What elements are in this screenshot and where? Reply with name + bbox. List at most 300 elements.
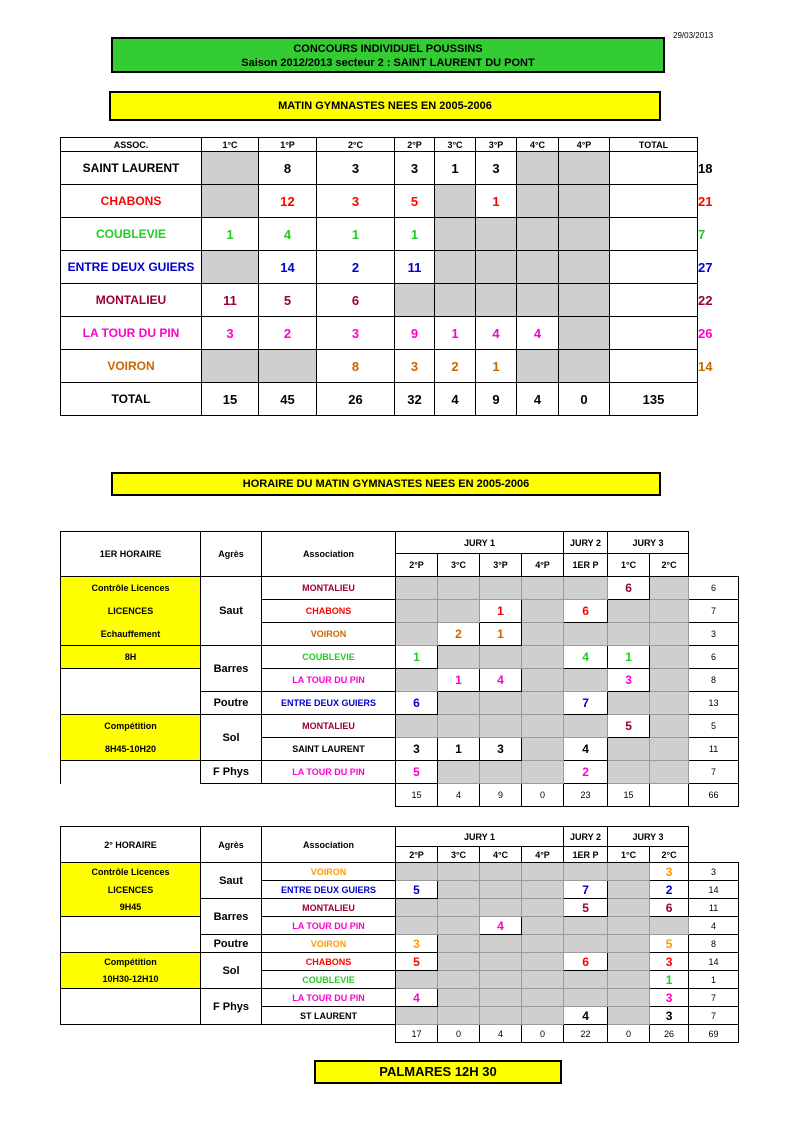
schedule1-row: [61, 600, 739, 623]
column-total-cell: 0: [438, 1025, 480, 1043]
summary-value-cell: [517, 251, 559, 284]
association-cell: SAINT LAURENT: [262, 738, 396, 761]
column-total-cell: 15: [608, 784, 650, 807]
summary-column-total: 45: [259, 383, 317, 416]
jury-value-cell: 4: [564, 646, 608, 669]
summary-value-cell: 1: [395, 218, 435, 251]
summary-value-cell: [610, 218, 698, 251]
association-cell: MONTALIEU: [262, 899, 396, 917]
jury-value-cell: [564, 715, 608, 738]
jury-value-cell: [522, 863, 564, 881]
summary-value-cell: [476, 284, 517, 317]
summary-value-cell: 11: [395, 251, 435, 284]
association-cell: CHABONS: [262, 600, 396, 623]
jury-value-cell: 5: [608, 715, 650, 738]
schedule-title: 1ER HORAIRE: [61, 532, 201, 577]
jury-value-cell: [522, 1007, 564, 1025]
jury-value-cell: [480, 692, 522, 715]
jury-value-cell: [650, 623, 689, 646]
schedule-left-label: LICENCES: [61, 881, 201, 899]
summary-header-cell: 4°C: [517, 138, 559, 152]
jury-value-cell: [522, 646, 564, 669]
jury-2-header: JURY 2: [564, 827, 608, 847]
summary-value-cell: [435, 251, 476, 284]
jury-value-cell: 1: [438, 738, 480, 761]
association-cell: MONTALIEU: [262, 577, 396, 600]
jury-value-cell: [396, 917, 438, 935]
jury-value-cell: [522, 899, 564, 917]
blank-cell: [61, 784, 396, 807]
summary-value-cell: [517, 218, 559, 251]
jury-value-cell: [480, 863, 522, 881]
schedule2-row: [61, 899, 739, 917]
jury-value-cell: [608, 881, 650, 899]
column-total-cell: 0: [608, 1025, 650, 1043]
jury-value-cell: [522, 669, 564, 692]
agres-cell: Sol: [201, 953, 262, 989]
summary-value-cell: [559, 350, 610, 383]
jury-value-cell: [438, 715, 480, 738]
schedule2-row: [61, 917, 739, 935]
jury-value-cell: [480, 899, 522, 917]
jury-value-cell: [522, 971, 564, 989]
jury-value-cell: [522, 577, 564, 600]
row-total-cell: 14: [689, 953, 739, 971]
agres-cell: Saut: [201, 863, 262, 899]
association-cell: COUBLEVIE: [262, 971, 396, 989]
schedule-2-table: [60, 826, 739, 1043]
jury-value-cell: [564, 935, 608, 953]
summary-row: VOIRON 8 3 2 1 14: [61, 350, 698, 383]
jury-value-cell: 2: [650, 881, 689, 899]
summary-value-cell: [559, 218, 610, 251]
jury-value-cell: 3: [480, 738, 522, 761]
schedule-left-label: Compétition: [61, 715, 201, 738]
jury-value-cell: [522, 738, 564, 761]
jury-value-cell: 1: [650, 971, 689, 989]
column-total-cell: 15: [396, 784, 438, 807]
agres-header: Agrès: [201, 532, 262, 577]
summary-value-cell: 6: [317, 284, 395, 317]
jury-value-cell: [438, 935, 480, 953]
schedule2-row: [61, 971, 739, 989]
summary-value-cell: 9: [395, 317, 435, 350]
jury-value-cell: [608, 692, 650, 715]
jury-value-cell: [438, 899, 480, 917]
association-cell: CHABONS: [262, 953, 396, 971]
summary-header-cell: ASSOC.: [61, 138, 202, 152]
summary-value-cell: [610, 185, 698, 218]
palmares-banner: PALMARES 12H 30: [314, 1060, 562, 1084]
summary-value-cell: [202, 185, 259, 218]
summary-assoc-name: CHABONS: [61, 185, 202, 218]
jury-value-cell: [522, 623, 564, 646]
summary-value-cell: [610, 317, 698, 350]
row-total-cell: 7: [689, 600, 739, 623]
jury-value-cell: [396, 600, 438, 623]
jury-value-cell: [564, 669, 608, 692]
column-total-cell: 22: [564, 1025, 608, 1043]
summary-header-cell: 1°P: [259, 138, 317, 152]
summary-column-total: 32: [395, 383, 435, 416]
row-total-cell: 8: [689, 669, 739, 692]
jury-value-cell: [480, 646, 522, 669]
summary-value-cell: 3: [476, 152, 517, 185]
blank-cell: [689, 532, 739, 554]
jury-value-cell: [438, 989, 480, 1007]
column-total-cell: 9: [480, 784, 522, 807]
row-total-cell: 4: [689, 917, 739, 935]
agres-cell: Sol: [201, 715, 262, 761]
row-total-cell: 5: [689, 715, 739, 738]
jury-value-cell: [438, 863, 480, 881]
schedule1-row: [61, 646, 739, 669]
summary-header-cell: 3°C: [435, 138, 476, 152]
jury-value-cell: [522, 600, 564, 623]
jury-value-cell: 6: [564, 600, 608, 623]
summary-value-cell: 1: [435, 152, 476, 185]
summary-value-cell: [517, 284, 559, 317]
jury-subheader: 2°P: [396, 847, 438, 863]
schedule-left-label: LICENCES: [61, 600, 201, 623]
jury-value-cell: [650, 715, 689, 738]
jury-value-cell: 7: [564, 881, 608, 899]
summary-value-cell: 3: [317, 317, 395, 350]
summary-value-cell: [435, 284, 476, 317]
association-cell: LA TOUR DU PIN: [262, 761, 396, 784]
summary-header-cell: 1°C: [202, 138, 259, 152]
jury-subheader: 1ER P: [564, 554, 608, 577]
jury-value-cell: 4: [480, 917, 522, 935]
jury-value-cell: [480, 761, 522, 784]
jury-value-cell: [480, 881, 522, 899]
subtitle-banner: MATIN GYMNASTES NEES EN 2005-2006: [109, 91, 661, 121]
summary-header-cell: 4°P: [559, 138, 610, 152]
jury-value-cell: [608, 971, 650, 989]
summary-assoc-name: MONTALIEU: [61, 284, 202, 317]
summary-value-cell: [435, 218, 476, 251]
schedule-1-table: [60, 531, 739, 807]
summary-value-cell: [559, 317, 610, 350]
summary-value-cell: 2: [317, 251, 395, 284]
summary-value-cell: [517, 185, 559, 218]
horaire-banner: HORAIRE DU MATIN GYMNASTES NEES EN 2005-2006: [111, 472, 661, 496]
jury-value-cell: [438, 692, 480, 715]
jury-value-cell: [438, 1007, 480, 1025]
blank-cell: [61, 761, 201, 784]
column-total-cell: 0: [522, 1025, 564, 1043]
agres-cell: Barres: [201, 646, 262, 692]
jury-value-cell: [396, 577, 438, 600]
agres-cell: Saut: [201, 577, 262, 646]
schedule2-row: [61, 863, 739, 881]
column-total-cell: 4: [438, 784, 480, 807]
summary-value-cell: 2: [435, 350, 476, 383]
blank-cell: [689, 847, 739, 863]
row-total-cell: 3: [689, 863, 739, 881]
summary-value-cell: 3: [317, 152, 395, 185]
summary-value-cell: [395, 284, 435, 317]
schedule-left-label: 8H: [61, 646, 201, 669]
summary-value-cell: 11: [202, 284, 259, 317]
grand-total-cell: 66: [689, 784, 739, 807]
summary-value-cell: 1: [476, 185, 517, 218]
jury-value-cell: 5: [396, 761, 438, 784]
schedule1-header-row-1: [61, 532, 739, 554]
summary-value-cell: [610, 251, 698, 284]
summary-value-cell: 4: [476, 317, 517, 350]
jury-subheader: 3°C: [438, 554, 480, 577]
jury-value-cell: 6: [650, 899, 689, 917]
summary-value-cell: 14: [259, 251, 317, 284]
summary-value-cell: [202, 152, 259, 185]
summary-value-cell: [517, 152, 559, 185]
jury-value-cell: 3: [650, 863, 689, 881]
jury-value-cell: 5: [650, 935, 689, 953]
jury-value-cell: [564, 577, 608, 600]
jury-value-cell: [438, 917, 480, 935]
association-cell: LA TOUR DU PIN: [262, 989, 396, 1007]
jury-value-cell: 3: [396, 935, 438, 953]
summary-value-cell: 4: [259, 218, 317, 251]
jury-3-header: JURY 3: [608, 827, 689, 847]
row-total-cell: 7: [689, 761, 739, 784]
jury-value-cell: 6: [608, 577, 650, 600]
jury-value-cell: [650, 761, 689, 784]
summary-value-cell: 1: [476, 350, 517, 383]
jury-value-cell: [438, 646, 480, 669]
jury-value-cell: 6: [396, 692, 438, 715]
summary-header-row: [61, 138, 698, 152]
association-cell: ENTRE DEUX GUIERS: [262, 881, 396, 899]
jury-value-cell: [650, 738, 689, 761]
jury-subheader: 2°C: [650, 554, 689, 577]
agres-cell: Poutre: [201, 692, 262, 715]
summary-column-total: 0: [559, 383, 610, 416]
schedule2-row: [61, 881, 739, 899]
row-total-cell: 1: [689, 971, 739, 989]
jury-value-cell: [396, 863, 438, 881]
agres-cell: F Phys: [201, 761, 262, 784]
summary-assoc-name: LA TOUR DU PIN: [61, 317, 202, 350]
summary-value-cell: 3: [317, 185, 395, 218]
jury-subheader: 4°P: [522, 554, 564, 577]
agres-header: Agrès: [201, 827, 262, 863]
jury-value-cell: 6: [564, 953, 608, 971]
jury-value-cell: [522, 917, 564, 935]
summary-column-total: 4: [517, 383, 559, 416]
jury-value-cell: 4: [396, 989, 438, 1007]
jury-value-cell: [650, 669, 689, 692]
row-total-cell: 11: [689, 899, 739, 917]
jury-value-cell: [564, 623, 608, 646]
jury-value-cell: [438, 953, 480, 971]
jury-value-cell: 3: [396, 738, 438, 761]
summary-value-cell: 4: [517, 317, 559, 350]
column-total-cell: 17: [396, 1025, 438, 1043]
jury-value-cell: 1: [438, 669, 480, 692]
row-total-cell: 7: [689, 1007, 739, 1025]
jury-subheader: 4°P: [522, 847, 564, 863]
column-total-cell: 26: [650, 1025, 689, 1043]
row-total-cell: 7: [689, 989, 739, 1007]
schedule1-row: [61, 738, 739, 761]
row-total-cell: 6: [689, 646, 739, 669]
jury-value-cell: 5: [396, 953, 438, 971]
jury-3-header: JURY 3: [608, 532, 689, 554]
summary-value-cell: 5: [395, 185, 435, 218]
jury-value-cell: [650, 600, 689, 623]
summary-value-cell: [259, 350, 317, 383]
summary-header-cell: 3°P: [476, 138, 517, 152]
summary-value-cell: 8: [259, 152, 317, 185]
jury-value-cell: [480, 953, 522, 971]
jury-value-cell: [608, 899, 650, 917]
schedule2-header-row-1: [61, 827, 739, 847]
jury-value-cell: 3: [608, 669, 650, 692]
jury-value-cell: [608, 863, 650, 881]
schedule2-row: [61, 989, 739, 1007]
summary-value-cell: 1: [317, 218, 395, 251]
blank-cell: [61, 989, 201, 1025]
summary-value-cell: [202, 350, 259, 383]
jury-value-cell: [608, 917, 650, 935]
schedule-left-label: Echauffement: [61, 623, 201, 646]
jury-value-cell: [480, 971, 522, 989]
jury-subheader: 3°P: [480, 554, 522, 577]
summary-value-cell: 2: [259, 317, 317, 350]
summary-header-cell: TOTAL: [610, 138, 698, 152]
association-cell: ENTRE DEUX GUIERS: [262, 692, 396, 715]
jury-value-cell: 1: [396, 646, 438, 669]
summary-value-cell: 1: [202, 218, 259, 251]
jury-value-cell: [480, 989, 522, 1007]
blank-cell: [61, 917, 201, 953]
jury-value-cell: [650, 646, 689, 669]
jury-value-cell: [608, 953, 650, 971]
blank-cell: [689, 827, 739, 847]
summary-value-cell: [559, 152, 610, 185]
jury-value-cell: [608, 761, 650, 784]
summary-assoc-name: COUBLEVIE: [61, 218, 202, 251]
agres-cell: F Phys: [201, 989, 262, 1025]
association-header: Association: [262, 827, 396, 863]
jury-subheader: 1ER P: [564, 847, 608, 863]
blank-cell: [61, 669, 201, 715]
jury-value-cell: [396, 623, 438, 646]
jury-value-cell: 2: [438, 623, 480, 646]
jury-value-cell: [438, 577, 480, 600]
jury-value-cell: 4: [564, 1007, 608, 1025]
jury-value-cell: 1: [480, 600, 522, 623]
jury-value-cell: [564, 971, 608, 989]
schedule2-totals-row: [61, 1025, 739, 1043]
summary-value-cell: [435, 185, 476, 218]
jury-value-cell: [608, 738, 650, 761]
jury-value-cell: [608, 989, 650, 1007]
title-line-2: Saison 2012/2013 secteur 2 : SAINT LAURENT DU PONT: [241, 57, 535, 69]
jury-value-cell: [608, 1007, 650, 1025]
summary-row: ENTRE DEUX GUIERS 14 2 11 27: [61, 251, 698, 284]
jury-value-cell: [650, 692, 689, 715]
summary-value-cell: [476, 251, 517, 284]
summary-row: CHABONS 12 3 5 1 21: [61, 185, 698, 218]
schedule1-totals-row: [61, 784, 739, 807]
jury-value-cell: 5: [564, 899, 608, 917]
summary-value-cell: [610, 284, 698, 317]
jury-value-cell: [608, 600, 650, 623]
print-date: 29/03/2013: [673, 31, 714, 40]
jury-value-cell: [396, 669, 438, 692]
jury-value-cell: 2: [564, 761, 608, 784]
summary-value-cell: 12: [259, 185, 317, 218]
jury-subheader: 1°C: [608, 554, 650, 577]
summary-value-cell: 8: [317, 350, 395, 383]
summary-value-cell: [559, 251, 610, 284]
summary-grand-total: 135: [610, 383, 698, 416]
blank-cell: [689, 554, 739, 577]
jury-value-cell: [396, 899, 438, 917]
agres-cell: Poutre: [201, 935, 262, 953]
association-cell: ST LAURENT: [262, 1007, 396, 1025]
jury-subheader: 3°C: [438, 847, 480, 863]
jury-value-cell: [396, 715, 438, 738]
jury-value-cell: [522, 935, 564, 953]
jury-value-cell: [480, 577, 522, 600]
jury-value-cell: 3: [650, 953, 689, 971]
summary-value-cell: 1: [435, 317, 476, 350]
summary-header-cell: 2°C: [317, 138, 395, 152]
jury-value-cell: [608, 935, 650, 953]
summary-value-cell: 3: [395, 350, 435, 383]
jury-value-cell: [564, 917, 608, 935]
jury-value-cell: [438, 971, 480, 989]
blank-cell: [61, 1025, 396, 1043]
column-total-cell: 23: [564, 784, 608, 807]
jury-subheader: 2°P: [396, 554, 438, 577]
association-cell: VOIRON: [262, 623, 396, 646]
association-cell: COUBLEVIE: [262, 646, 396, 669]
row-total-cell: 13: [689, 692, 739, 715]
summary-value-cell: 3: [202, 317, 259, 350]
jury-value-cell: 4: [564, 738, 608, 761]
schedule1-row: [61, 623, 739, 646]
schedule-left-label: Compétition: [61, 953, 201, 971]
jury-value-cell: 3: [650, 989, 689, 1007]
jury-value-cell: 1: [480, 623, 522, 646]
jury-value-cell: 7: [564, 692, 608, 715]
jury-value-cell: 5: [396, 881, 438, 899]
jury-value-cell: [650, 917, 689, 935]
jury-value-cell: 3: [650, 1007, 689, 1025]
summary-table: [60, 137, 713, 416]
association-cell: LA TOUR DU PIN: [262, 669, 396, 692]
schedule-left-label: 8H45-10H20: [61, 738, 201, 761]
jury-value-cell: [438, 881, 480, 899]
summary-column-total: 26: [317, 383, 395, 416]
jury-value-cell: [480, 935, 522, 953]
schedule-left-label: 9H45: [61, 899, 201, 917]
summary-value-cell: 3: [395, 152, 435, 185]
schedule2-row: [61, 953, 739, 971]
summary-column-total: 4: [435, 383, 476, 416]
schedule1-row: [61, 715, 739, 738]
summary-value-cell: [559, 185, 610, 218]
summary-row: SAINT LAURENT 8 3 3 1 3 18: [61, 152, 698, 185]
jury-value-cell: [522, 881, 564, 899]
jury-value-cell: [522, 989, 564, 1007]
association-cell: VOIRON: [262, 935, 396, 953]
